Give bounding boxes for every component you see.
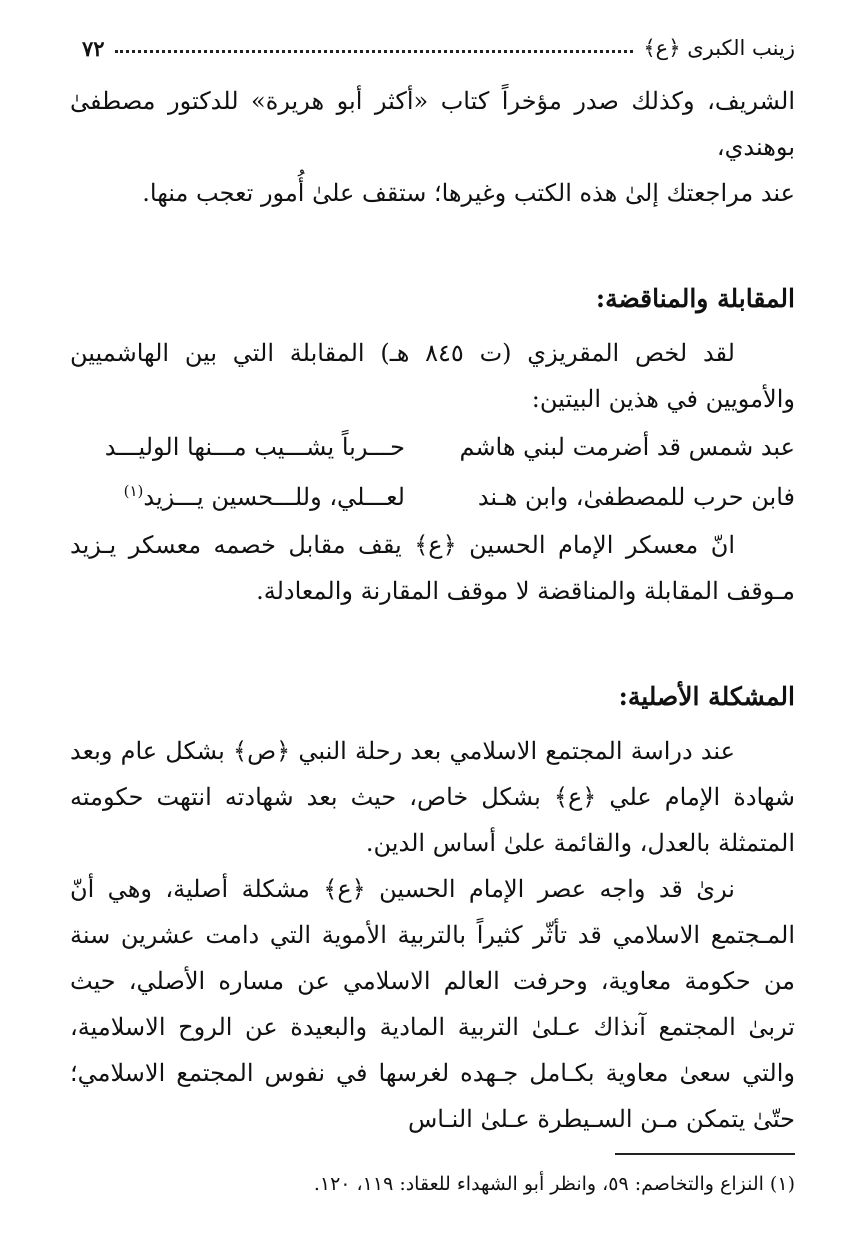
section-heading-confrontation: المقابلة والمناقضة: xyxy=(595,284,795,313)
section-heading-original-problem: المشكلة الأصلية: xyxy=(618,682,795,711)
verse-1-first-hemistich: عبد شمس قد أضرمت لبني هاشم xyxy=(459,433,795,461)
paragraph-camp: انّ معسكر الإمام الحسين ﴿ع﴾ يقف مقابل خصمه معسكر يـزيد مـوقف المقابلة والمناقضة لا موقف المقارنة والمعادلة. xyxy=(70,531,795,605)
verse-line-1 xyxy=(70,422,795,472)
verse-line-2 xyxy=(70,472,795,522)
verse-1-second-hemistich: حـــرباً يشـــيب مـــنها الوليـــد xyxy=(104,433,405,461)
footnote: (١) النزاع والتخاصم: ٥٩، وانظر أبو الشهداء للعقاد: ١١٩، ١٢٠. xyxy=(313,1173,795,1195)
page-body xyxy=(70,78,795,1142)
verse-2-second-hemistich xyxy=(70,472,405,522)
verse-2-second-hemistich-text: لعـــلي، وللـــحسين يـــزيد xyxy=(143,483,405,511)
running-header xyxy=(70,30,795,66)
paragraph-problem: نرىٰ قد واجه عصر الإمام الحسين ﴿ع﴾ مشكلة أصلية، وهي أنّ المـجتمع الاسلامي قد تأثّر كثيراً بالتربية الأموية التي دامت عشرين سنة من حكومة معاوية، وحرفت العالم الاسلامي عن مساره الأصلي، حيث تربىٰ المجتمع آنذاك عـلىٰ التربية المادية والبعيدة عن الروح الاسلامية، والتي سعىٰ معاوية بكـامل جـهده لغرسها في نفوس المجتمع الاسلامي؛ حتّىٰ يتمكن مـن السـيطرة عـلىٰ النـاس xyxy=(70,875,795,1133)
paragraph-study: عند دراسة المجتمع الاسلامي بعد رحلة النبي ﴿ص﴾ بشكل عام وبعد شهادة الإمام علي ﴿ع﴾ بشكل خاص، حيث بعد شهادته انتهت حكومته المتمثلة بالعدل، والقائمة علىٰ أساس الدين. xyxy=(70,737,795,857)
paragraph-continued-line-1: الشريف، وكذلك صدر مؤخراً كتاب «أكثر أبو هريرة» للدكتور مصطفىٰ بوهندي، xyxy=(70,87,796,161)
footnote-marker: (١) xyxy=(123,482,144,500)
dot-leader xyxy=(115,50,634,53)
section-gap xyxy=(70,216,795,272)
paragraph-maqrizi: لقد لخص المقريزي (ت ٨٤٥ هـ) المقابلة التي بين الهاشميين والأمويين في هذين البيتين: xyxy=(70,339,795,413)
page-number: ٧٢ xyxy=(82,35,105,61)
footnote-separator xyxy=(615,1153,795,1155)
section-gap xyxy=(70,614,795,670)
verse-2-first-hemistich: فابن حرب للمصطفىٰ، وابن هـند xyxy=(477,483,795,511)
paragraph-continued-line-2: عند مراجعتك إلىٰ هذه الكتب وغيرها؛ ستقف علىٰ أُمور تعجب منها. xyxy=(142,179,795,207)
running-title: زينب الكبرى ﴿ع﴾ xyxy=(643,36,795,60)
